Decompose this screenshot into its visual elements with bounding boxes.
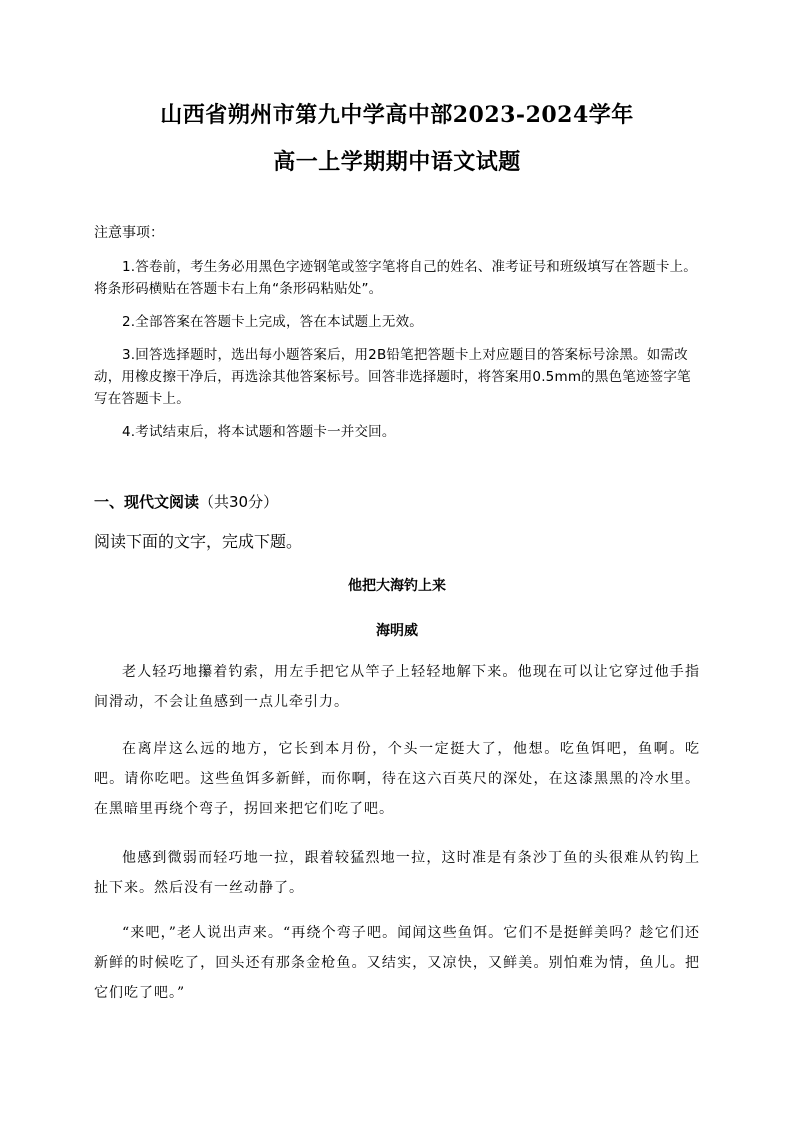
story-paragraph: 在离岸这么远的地方，它长到本月份，个头一定挺大了，他想。吃鱼饵吧，鱼啊。吃吧。请你吃吧。这些鱼饵多新鲜，而你啊，待在这六百英尺的深处，在这漆黑黑的冷水里。在黑暗里再绕个弯子，拐回来把它们吃了吧。 (94, 741, 700, 817)
story-author: 海明威 (376, 623, 418, 639)
reading-instruction: 阅读下面的文字，完成下题。 (94, 532, 303, 551)
notice-heading: 注意事项： (94, 225, 164, 241)
section-heading-title: 一、现代文阅读 (94, 493, 200, 511)
story-paragraph: “来吧，”老人说出声来。“再绕个弯子吧。闻闻这些鱼饵。它们不是挺鲜美吗？趁它们还新鲜的时候吃了，回头还有那条金枪鱼。又结实，又凉快，又鲜美。别怕难为情，鱼儿。把它们吃了吧。” (94, 925, 700, 1001)
story-title: 他把大海钓上来 (348, 578, 446, 594)
story-paragraph: 老人轻巧地攥着钓索，用左手把它从竿子上轻轻地解下来。他现在可以让它穿过他手指间滑动，不会让鱼感到一点儿牵引力。 (94, 664, 700, 710)
notice-item-2: 2.全部答案在答题卡上完成，答在本试题上无效。 (122, 314, 423, 330)
notice-item-3: 3.回答选择题时，选出每小题答案后，用2B铅笔把答题卡上对应题目的答案标号涂黑。如需改动，用橡皮擦干净后，再选涂其他答案标号。回答非选择题时，将答案用0.5mm的黑色笔迹签字笔写在答题卡上。 (94, 347, 691, 407)
story-paragraph: 他感到微弱而轻巧地一拉，跟着较猛烈地一拉，这时准是有条沙丁鱼的头很难从钓钩上扯下来。然后没有一丝动静了。 (94, 850, 700, 896)
notice-item-4: 4.考试结束后，将本试题和答题卡一并交回。 (122, 424, 396, 440)
notice-item-1: 1.答卷前，考生务必用黑色字迹钢笔或签字笔将自己的姓名、准考证号和班级填写在答题卡上。将条形码横贴在答题卡右上角“条形码粘贴处”。 (94, 259, 697, 297)
section-heading (94, 491, 278, 512)
section-heading-points: （共30分） (199, 493, 279, 511)
exam-title-line1: 山西省朔州市第九中学高中部2023-2024学年 (160, 102, 634, 128)
exam-title-line2: 高一上学期期中语文试题 (273, 149, 521, 175)
